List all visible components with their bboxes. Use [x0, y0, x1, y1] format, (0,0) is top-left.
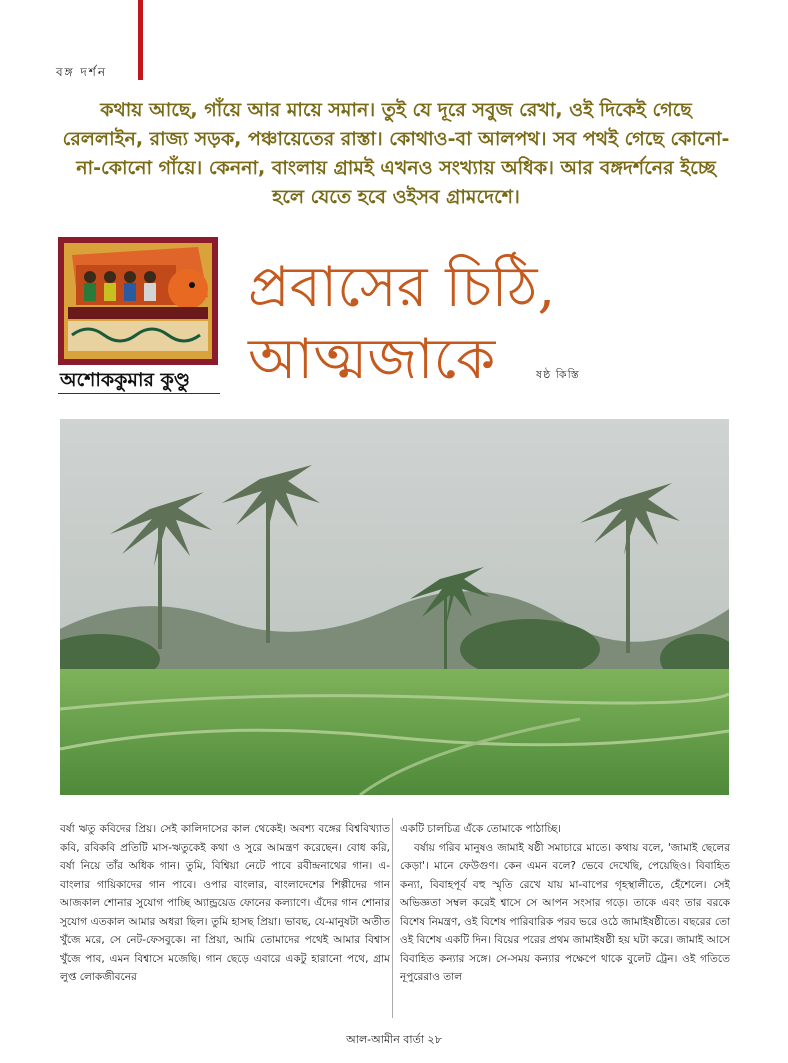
- header-accent-bar: [138, 0, 143, 80]
- article-title: [248, 252, 728, 396]
- column-divider: [392, 818, 393, 1018]
- pattachitra-train-painting-icon: [58, 237, 218, 365]
- author-divider: [58, 393, 220, 394]
- author-name: অশোককুমার কুণ্ডু: [60, 369, 190, 391]
- article-title-line-1: প্রবাসের চিঠি,: [248, 255, 556, 320]
- article-title-line-2: আত্মজাকে: [248, 327, 496, 392]
- body-column-right: [400, 820, 730, 987]
- intro-paragraph: কথায় আছে, গাঁয়ে আর মায়ে সমান। তুই যে দূরে সবুজ রেখা, ওই দিকেই গেছে রেললাইন, রাজ্য সড়ক, পঞ্চায়েতের রাস্তা। কোথাও-বা আলপথ। সব পথই গেছে কোনো-না-কোনো গাঁয়ে। কেননা, বাংলায় গ্রামই এখনও সংখ্যায় অধিক। আর বঙ্গদর্শনের ইচ্ছে হলে যেতে হবে ওইসব গ্রামদেশে।: [62, 99, 730, 208]
- body-paragraph: বর্ষায় গরিব মানুষও জামাই ষষ্ঠী সমাচারে মাতে। কথায় বলে, 'জামাই ছেলের কেড়া'। মানে ফেউগুণ। কেন এমন বলে? ভেবে দেখেছি, পেয়েছিও। বিবাহিত কন্যা, বিবাহপূর্ব বহু স্মৃতি রেখে যায় মা-বাপের গৃহস্থালীতে, হেঁশেলে। সেই অভিজ্ঞতা সম্বল করেই শ্বাসে সে আপন সংসার গড়ে। তাকে এবং তার বরকে বিশেষ নিমন্ত্রণ, ওই বিশেষ পারিবারিক পরব ভরে ওঠে জামাইষষ্ঠীতে। বছরের তো ওই বিশেষ একটি দিন। বিয়ের পরের প্রথম জামাইষষ্ঠী হয় ঘটা করে। জামাই আসে বিবাহিত কন্যার সঙ্গে। সে-সময় কন্যার পক্ষেপে থাকে বুলেট ট্রেন। ওই গতিতে নূপুরেরাও তাল: [400, 841, 730, 983]
- body-column-left: [60, 820, 390, 987]
- installment-label: ষষ্ঠ কিস্তি: [536, 368, 580, 381]
- section-label: বঙ্গ দর্শন: [56, 65, 108, 79]
- body-paragraph: বর্ষা ঋতু কবিদের প্রিয়। সেই কালিদাসের কাল থেকেই। অবশ্য বঙ্গের বিশ্ববিখ্যাত কবি, রবিকবি প্রতিটি মাস-ঋতুকেই কথা ও সুরে আমন্ত্রণ করেছেন। বোধ করি, বর্ষা নিয়ে তাঁর অধিক গান। তুমি, বিশ্বিয়া নেটে পাবে রবীন্দ্রনাথের গান। এ-বাংলার গায়িকাদের গান পাবে। ওপার বাংলার, বাংলাদেশের শিল্পীদের গান আজকাল শোনার সুযোগ পাচ্ছি অ্যান্ড্রয়েড ফোনের কল্যাণে। এঁদের গান শোনার সুযোগ এতকাল আমার অধরা ছিল। তুমি হাসছ প্রিয়া। ভাবছ, যে-মানুষটা অতীত খুঁজে মরে, সে নেট-ফেসবুকে। না প্রিয়া, আমি তোমাদের পথেই আমার বিশ্বাস খুঁজে পাব, এমন বিশ্বাসে মজেছি। গান ছেড়ে এবারে একটু হারানো পথে, গ্রাম লুপ্ত লোকজীবনের: [60, 823, 390, 983]
- body-paragraph: একটি চালচিত্র এঁকে তোমাকে পাঠাচ্ছি।: [400, 823, 562, 835]
- monsoon-paddy-field-photo-icon: [60, 419, 729, 795]
- page-footer: আল-আমীন বার্তা ২৮: [346, 1033, 442, 1046]
